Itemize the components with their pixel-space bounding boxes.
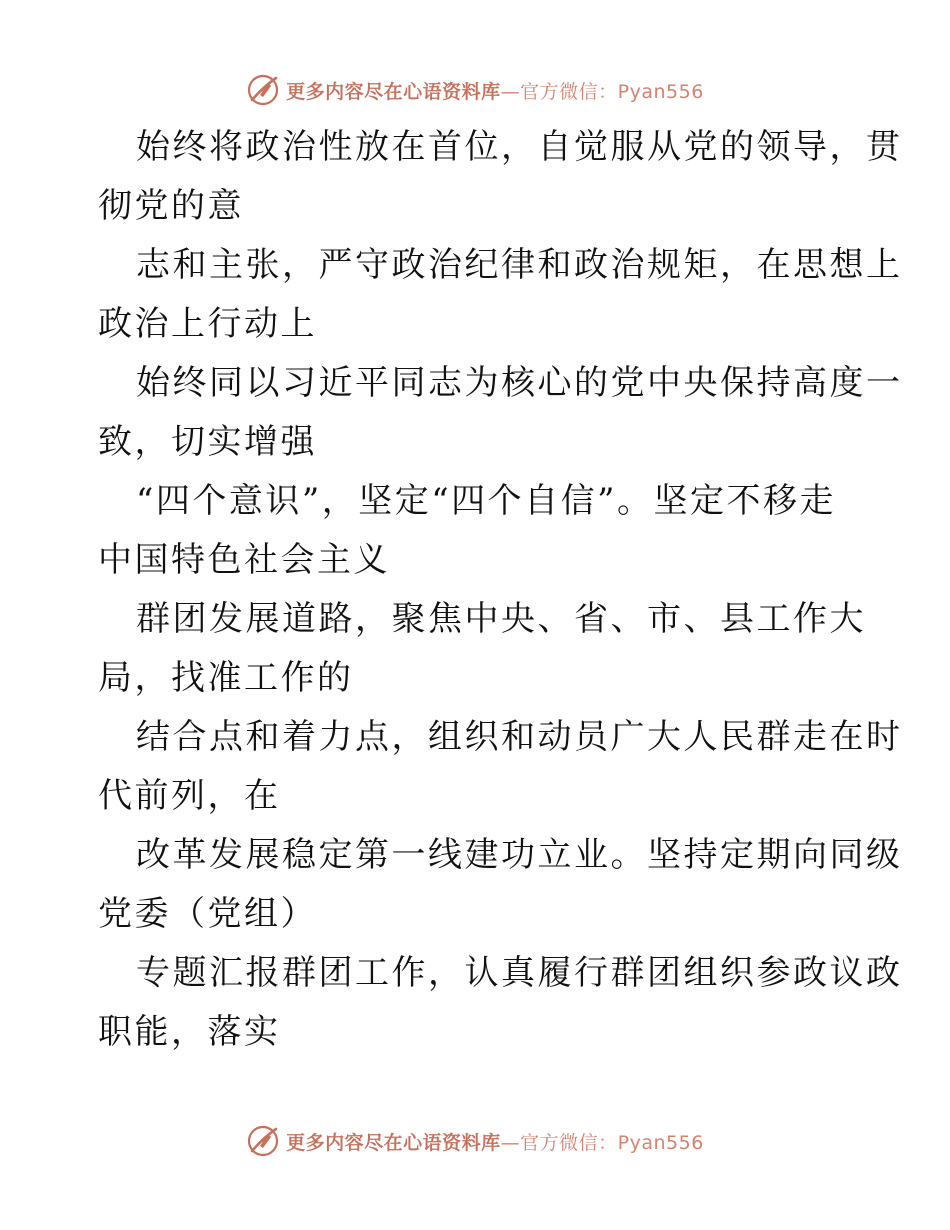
header-brand-name: 更多内容尽在心语资料库 <box>286 80 501 103</box>
header-banner <box>0 70 950 110</box>
body-line: “四个意识”，坚定“四个自信”。坚定不移走 <box>136 481 837 521</box>
body-line: 中国特色社会主义 <box>98 540 390 580</box>
body-line: 代前列，在 <box>98 776 281 816</box>
body-line: 专题汇报群团工作，认真履行群团组织参政议政 <box>136 953 903 993</box>
body-line: 始终同以习近平同志为核心的党中央保持高度一 <box>136 363 903 403</box>
footer-separator: — <box>500 1131 521 1154</box>
document-body <box>98 118 903 1062</box>
footer-brand-text <box>286 1128 704 1155</box>
body-line: 党委（党组） <box>98 894 317 934</box>
body-line: 职能，落实 <box>98 1012 281 1052</box>
body-line: 政治上行动上 <box>98 304 317 344</box>
body-line: 改革发展稳定第一线建功立业。坚持定期向同级 <box>136 835 903 875</box>
header-separator: — <box>500 80 521 103</box>
body-line: 志和主张，严守政治纪律和政治规矩，在思想上 <box>136 245 903 285</box>
body-line: 彻党的意 <box>98 186 244 226</box>
body-line: 结合点和着力点，组织和动员广大人民群走在时 <box>136 717 903 757</box>
pen-circle-logo-icon <box>246 73 280 107</box>
footer-wechat: 官方微信：Pyan556 <box>520 1131 704 1154</box>
footer-banner <box>0 1121 950 1161</box>
header-wechat: 官方微信：Pyan556 <box>520 80 704 103</box>
body-line: 始终将政治性放在首位，自觉服从党的领导，贯 <box>136 127 903 167</box>
body-line: 致，切实增强 <box>98 422 317 462</box>
body-line: 局，找准工作的 <box>98 658 354 698</box>
footer-brand-name: 更多内容尽在心语资料库 <box>286 1131 501 1154</box>
pen-circle-logo-icon <box>246 1124 280 1158</box>
header-brand-text <box>286 77 704 104</box>
body-line: 群团发展道路，聚焦中央、省、市、县工作大 <box>136 599 866 639</box>
